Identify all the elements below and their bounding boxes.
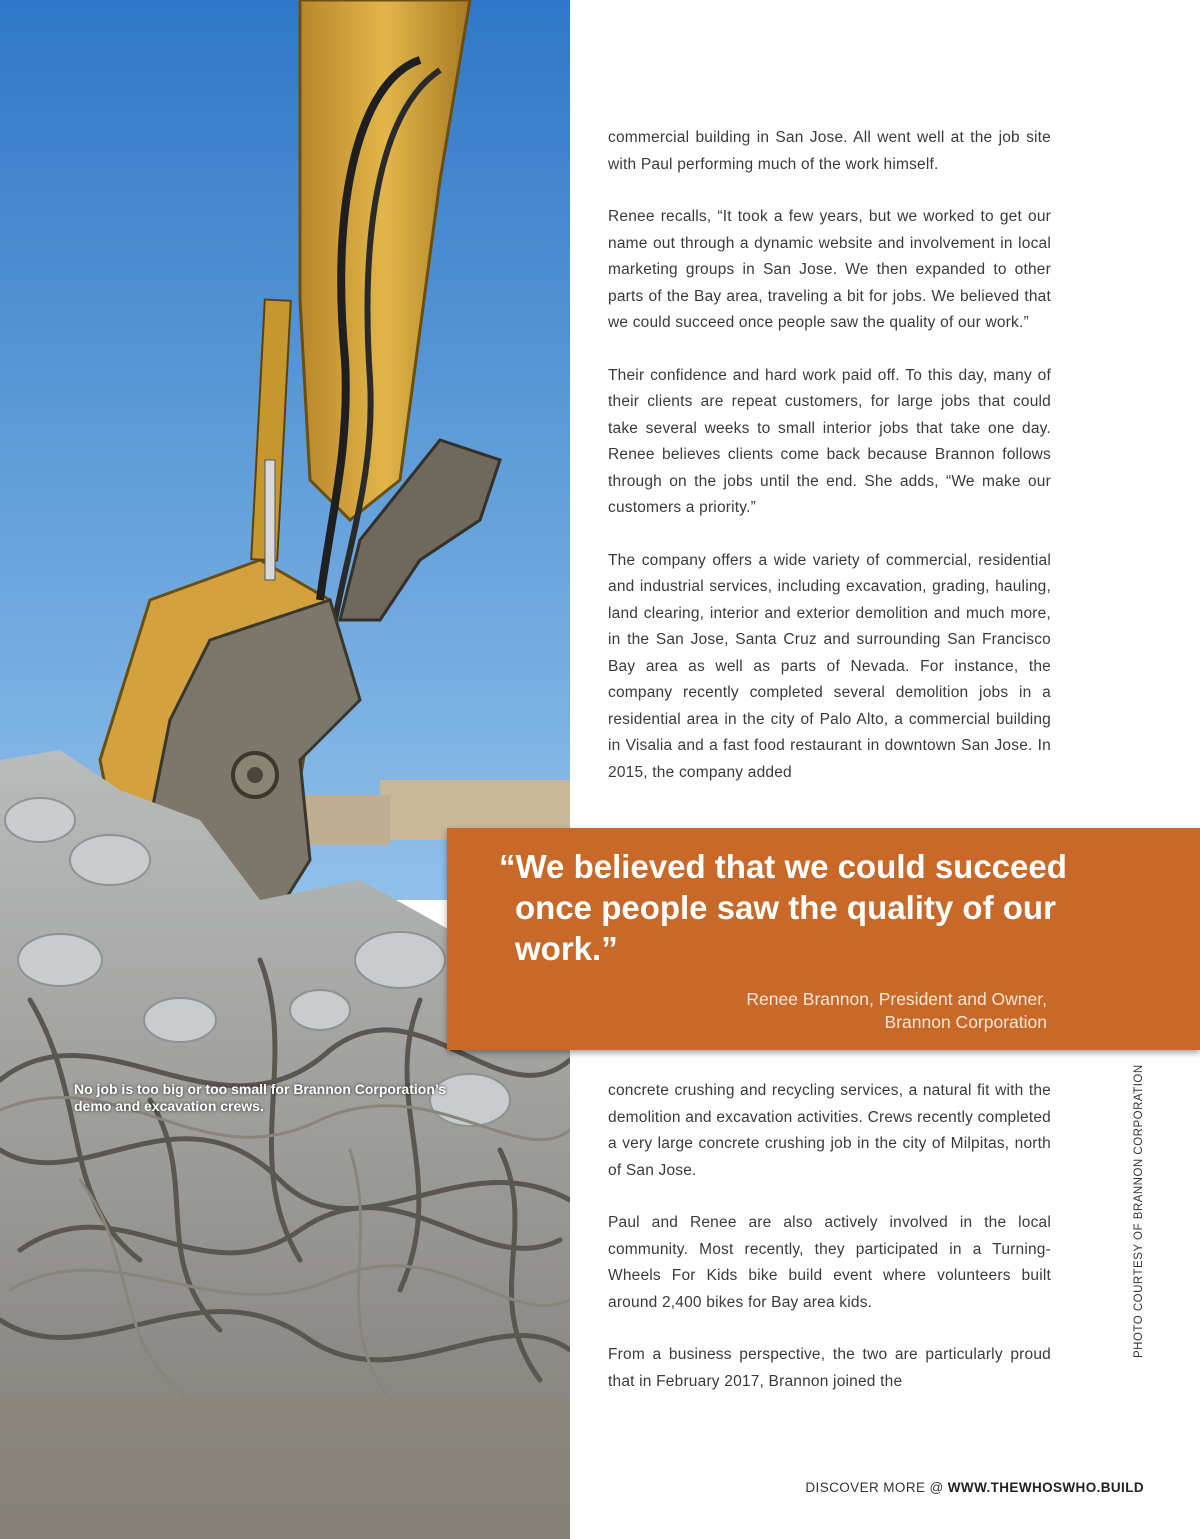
photo-credit: PHOTO COURTESY OF BRANNON CORPORATION [1133,1064,1145,1358]
dirt-ground [0,1400,570,1539]
attribution-line-1: Renee Brannon, President and Owner, [746,989,1047,1009]
attribution-line-2: Brannon Corporation [884,1012,1047,1032]
article-paragraph: Renee recalls, “It took a few years, but we worked to get our name out through a dynamic website and involvement in local marketing groups in San Jose. We then expanded to other parts of the Bay area, traveling a bit for jobs. We believed that we could succeed once people saw the quality of our work.” [608,208,1051,331]
pull-quote-attribution [627,988,1047,1034]
article-paragraph: concrete crushing and recycling services, a natural fit with the demolition and excavation activities. Crews recently completed a very large concrete crushing job in the city of Milpitas, north of San Jose. [608,1082,1051,1179]
pull-quote-text: “We believed that we could succeed once people saw the quality of our work.” [499,848,1067,967]
article-column-bottom [608,1078,1051,1421]
claw-pin [247,767,263,783]
hydraulic-rod [265,460,275,580]
article-paragraph: From a business perspective, the two are particularly proud that in February 2017, Brannon joined the [608,1346,1051,1390]
footer-prefix: DISCOVER MORE @ [805,1480,944,1495]
article-paragraph: Their confidence and hard work paid off. To this day, many of their clients are repeat customers, for large jobs that could take several weeks to small interior jobs that take one day. Renee believes clients come back because Brannon follows through on the jobs until the end. She adds, “We make our customers a priority.” [608,366,1051,516]
pull-quote-box [447,828,1200,1050]
article-paragraph: commercial building in San Jose. All went well at the job site with Paul performing much of the work himself. [608,129,1051,173]
footer [805,1480,1144,1495]
photo-caption: No job is too big or too small for Brannon Corporation’s demo and excavation crews. [74,1081,447,1114]
background-building [300,795,390,845]
article-column-top [608,125,1051,812]
footer-url-link[interactable]: WWW.THEWHOSWHO.BUILD [947,1480,1144,1495]
demolition-photo [0,0,570,1539]
excavator-illustration [0,0,570,1539]
article-paragraph: The company offers a wide variety of commercial, residential and industrial services, including excavation, grading, hauling, land clearing, interior and exterior demolition and much more, in the San Jose, Santa Cruz and surrounding San Francisco Bay area as well as parts of Nevada. For instance, the company recently completed several demolition jobs in a residential area in the city of Palo Alto, a commercial building in Visalia and a fast food restaurant in downtown San Jose. In 2015, the company added [608,551,1051,781]
article-paragraph: Paul and Renee are also actively involved in the local community. Most recently, they participated in a Turning-Wheels For Kids bike build event where volunteers built around 2,400 bikes for Bay area kids. [608,1214,1051,1311]
